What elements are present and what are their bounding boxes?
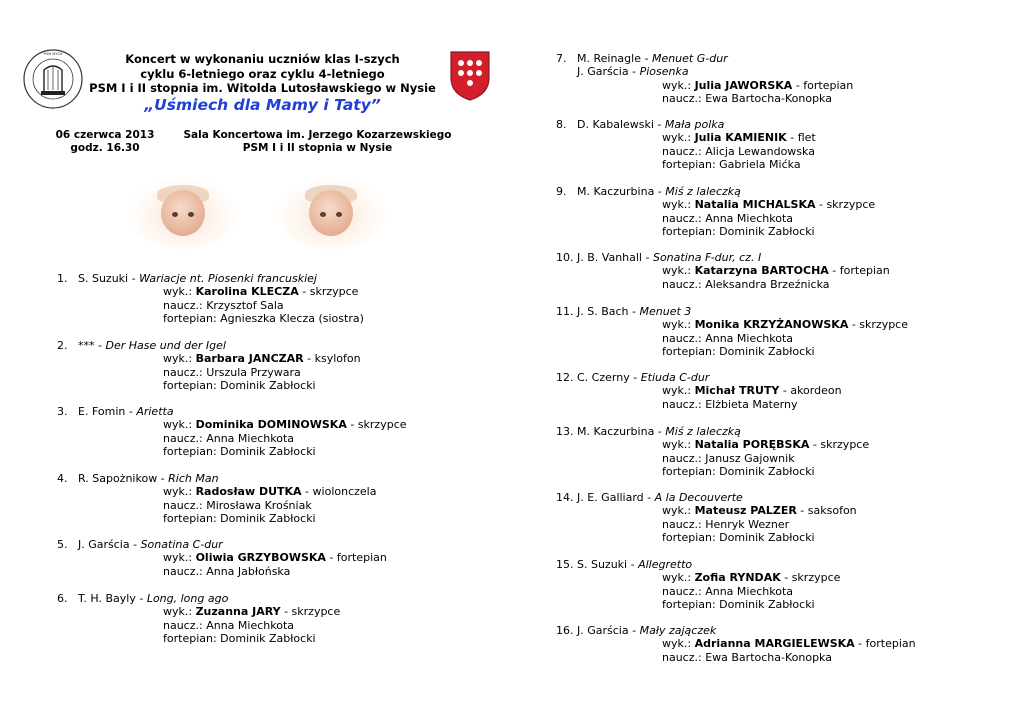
piece-title: Wariacje nt. Piosenki francuskiej [139,272,317,285]
dash: - [642,251,653,264]
event-date: 06 czerwca 2013 [55,129,155,141]
accompanist-line: fortepian: Agnieszka Klecza (siostra) [163,312,364,326]
program-item [556,118,816,172]
item-number: 16. [556,624,574,637]
dash: - [627,558,639,571]
performer-name: Natalia MICHALSKA [694,198,816,212]
composer: M. Reinagle [577,52,641,65]
teacher-line: naucz.: Anna Miechkota [163,431,295,445]
dash: - [786,131,798,145]
piece-line [57,538,387,551]
dash: - [301,485,313,499]
performer-label: wyk.: [163,551,196,565]
piece-title: Menuet 3 [639,305,692,318]
accompanist-line: fortepian: Gabriela Mićka [662,158,801,172]
piece-line-2 [556,65,853,78]
teacher-line: naucz.: Aleksandra Brzeźnicka [662,277,830,291]
composer: J. Garścia [577,65,629,79]
item-number: 6. [57,592,68,605]
performer-label: wyk.: [662,504,695,518]
piece-line [556,52,853,65]
piece-line [57,472,376,485]
performer-name: Radosław DUTKA [195,485,302,499]
item-number: 3. [57,405,68,418]
piece-title: Der Hase und der Igel [105,339,226,352]
event-venue [180,129,455,155]
header-line-3: PSM I i II stopnia im. Witolda Lutosławskiego w Nysie [89,81,436,95]
piece-title: Etiuda C-dur [640,371,710,384]
item-number: 12. [556,371,574,384]
baby-photo-left [127,177,239,249]
item-number: 8. [556,118,567,131]
instrument: skrzypce [291,605,341,619]
piece-line [556,371,842,384]
dash: - [780,571,792,585]
piece-title: Long, long ago [146,592,229,605]
performer-name: Karolina KLECZA [195,285,299,299]
performer-name: Michał TRUTY [694,384,780,398]
accompanist-line: fortepian: Dominik Zabłocki [662,465,815,479]
composer: J. Garścia [78,538,130,551]
instrument: skrzypce [791,571,841,585]
instrument: skrzypce [309,285,359,299]
piece-title: Arietta [136,405,174,418]
composer: J. Garścia [577,624,629,637]
piece-line [57,592,340,605]
teacher-line: naucz.: Anna Jabłońska [163,564,291,578]
composer: R. Sapożnikow [78,472,158,485]
teacher-line: naucz.: Anna Miechkota [163,618,295,632]
dash: - [654,185,666,198]
performer-label: wyk.: [662,78,695,92]
instrument: wiolonczela [312,485,377,499]
program-item [556,491,857,545]
piece-line [556,491,857,504]
piece-line [556,185,875,198]
piece-title: Miś z laleczką [665,425,741,438]
performer-line [556,438,869,451]
dash: - [94,339,106,352]
composer: *** [78,339,95,352]
item-number: 7. [556,52,567,65]
composer: S. Suzuki [78,272,129,285]
performer-label: wyk.: [163,285,196,299]
instrument: flet [797,131,816,145]
performer-label: wyk.: [662,637,695,651]
piece-line [556,558,840,571]
school-logo [22,48,84,110]
instrument: fortepian [865,637,916,651]
piece-line [556,624,916,637]
piece-line [57,272,364,285]
performer-label: wyk.: [662,198,695,212]
teacher-line: naucz.: Anna Miechkota [662,211,794,225]
performer-line [556,198,875,211]
piece-title: Sonatina F-dur, cz. I [652,251,762,264]
performer-line [57,551,387,564]
program-item [556,425,869,479]
performer-name: Natalia PORĘBSKA [694,438,810,452]
performer-name: Dominika DOMINOWSKA [195,418,347,432]
piece-line [57,339,361,352]
item-number: 13. [556,425,574,438]
piece-title: Mały zajączek [639,624,717,637]
performer-name: Katarzyna BARTOCHA [694,264,829,278]
concert-title: „Uśmiech dla Mamy i Taty” [144,96,381,114]
accompanist-line: fortepian: Dominik Zabłocki [662,225,815,239]
performer-name: Julia JAWORSKA [694,78,793,92]
performer-name: Zuzanna JARY [195,605,281,619]
piece-title: Piosenka [639,65,689,79]
nysa-crest [449,50,491,102]
dash: - [628,305,640,318]
dash: - [628,624,640,637]
instrument: skrzypce [820,438,870,452]
program-item [556,624,916,664]
accompanist-line: fortepian: Dominik Zabłocki [662,345,815,359]
performer-label: wyk.: [662,438,695,452]
event-time: godz. 16.30 [70,142,140,154]
program-item [57,405,407,459]
program-item [556,371,842,411]
dash: - [654,425,666,438]
teacher-line: naucz.: Henryk Wezner [662,517,790,531]
instrument: fortepian [336,551,387,565]
performer-label: wyk.: [662,318,695,332]
instrument: akordeon [790,384,842,398]
dash: - [779,384,791,398]
dash: - [643,491,655,504]
piece-title: Sonatina C-dur [140,538,223,551]
item-number: 14. [556,491,574,504]
performer-line [57,352,361,365]
teacher-line: naucz.: Anna Miechkota [662,331,794,345]
composer: S. Suzuki [577,558,628,571]
teacher-line: naucz.: Ewa Bartocha-Konopka [662,92,832,106]
dash: - [303,352,315,366]
program-item [556,52,853,106]
concert-header [80,52,445,96]
performer-line [556,384,842,397]
composer: J. B. Vanhall [577,251,642,264]
dash: - [809,438,821,452]
item-number: 11. [556,305,574,318]
instrument: ksylofon [314,352,361,366]
composer: J. S. Bach [577,305,629,318]
program-item [556,251,890,291]
dash: - [157,472,169,485]
performer-line [57,605,340,618]
performer-line [57,285,364,298]
dash: - [129,538,141,551]
dash: - [629,371,641,384]
piece-line [556,118,816,131]
performer-label: wyk.: [163,352,196,366]
baby-photo-right [275,177,387,249]
piece-title: Mała polka [664,118,725,131]
performer-label: wyk.: [662,384,695,398]
performer-line [57,485,376,498]
piece-line [57,405,407,418]
instrument: fortepian [803,78,854,92]
performer-name: Barbara JANCZAR [195,352,304,366]
piece-title: Allegretto [638,558,693,571]
dash: - [298,285,310,299]
instrument: fortepian [839,264,890,278]
dash: - [640,52,652,65]
item-number: 1. [57,272,68,285]
dash: - [125,405,137,418]
piece-line [556,305,908,318]
dash: - [828,264,840,278]
accompanist-line: fortepian: Dominik Zabłocki [662,531,815,545]
performer-label: wyk.: [163,605,196,619]
header-line-2: cyklu 6-letniego oraz cyklu 4-letniego [140,66,385,81]
program-item [57,472,376,526]
accompanist-line: fortepian: Dominik Zabłocki [163,379,316,393]
piece-title: A la Decouverte [654,491,743,504]
performer-name: Oliwia GRZYBOWSKA [195,551,326,565]
performer-name: Adrianna MARGIELEWSKA [694,637,855,651]
performer-line [556,504,857,517]
teacher-line: naucz.: Anna Miechkota [662,584,794,598]
performer-line [556,79,853,92]
program-item [57,272,364,326]
teacher-line: naucz.: Ewa Bartocha-Konopka [662,650,832,664]
item-number: 15. [556,558,574,571]
performer-label: wyk.: [662,571,695,585]
item-number: 4. [57,472,68,485]
composer: J. E. Galliard [577,491,644,504]
program-item [556,305,908,359]
piece-line [556,251,890,264]
venue-line-2: PSM I i II stopnia w Nysie [242,142,393,154]
composer: E. Fomin [78,405,126,418]
header-line-1: Koncert w wykonaniu uczniów klas I-szych [125,52,400,66]
performer-name: Julia KAMIENIK [694,131,787,145]
item-number: 10. [556,251,574,264]
svg-text:·PSM·NYSA·: ·PSM·NYSA· [42,52,64,56]
performer-label: wyk.: [163,418,196,432]
dash: - [653,118,665,131]
piece-title: Rich Man [168,472,219,485]
performer-line [556,264,890,277]
performer-label: wyk.: [662,131,695,145]
program-item [556,558,840,612]
dash: - [792,78,804,92]
dash: - [815,198,827,212]
dash: - [346,418,358,432]
dash: - [796,504,808,518]
composer: M. Kaczurbina [577,185,655,198]
instrument: skrzypce [859,318,909,332]
teacher-line: naucz.: Krzysztof Sala [163,298,284,312]
composer: T. H. Bayly [78,592,136,605]
accompanist-line: fortepian: Dominik Zabłocki [163,632,316,646]
teacher-line: naucz.: Mirosława Krośniak [163,498,312,512]
composer: D. Kabalewski [577,118,654,131]
dash: - [325,551,337,565]
venue-line-1: Sala Koncertowa im. Jerzego Kozarzewskiego [183,129,452,141]
teacher-line: naucz.: Urszula Przywara [163,365,301,379]
piece-title: Menuet G-dur [651,52,728,65]
performer-label: wyk.: [163,485,196,499]
item-number: 5. [57,538,68,551]
event-date-time [55,129,155,155]
item-number: 2. [57,339,68,352]
performer-line [556,571,840,584]
program-item [57,592,340,646]
instrument: skrzypce [357,418,407,432]
piece-title: Miś z laleczką [665,185,741,198]
teacher-line: naucz.: Elżbieta Materny [662,397,798,411]
performer-line [556,318,908,331]
performer-name: Zofia RYNDAK [694,571,781,585]
teacher-line: naucz.: Janusz Gajownik [662,451,795,465]
performer-line [556,637,916,650]
dash: - [628,65,640,79]
performer-name: Mateusz PALZER [694,504,797,518]
dash: - [128,272,140,285]
performer-line [57,418,407,431]
accompanist-line: fortepian: Dominik Zabłocki [662,598,815,612]
performer-line [556,131,816,144]
instrument: saksofon [807,504,857,518]
program-item [556,185,875,239]
dash: - [280,605,292,619]
performer-label: wyk.: [662,264,695,278]
accompanist-line: fortepian: Dominik Zabłocki [163,445,316,459]
performer-name: Monika KRZYŻANOWSKA [694,318,849,332]
item-number: 9. [556,185,567,198]
composer: M. Kaczurbina [577,425,655,438]
program-item [57,538,387,578]
dash: - [854,637,866,651]
accompanist-line: fortepian: Dominik Zabłocki [163,512,316,526]
dash: - [848,318,860,332]
composer: C. Czerny [577,371,630,384]
instrument: skrzypce [826,198,876,212]
piece-line [556,425,869,438]
teacher-line: naucz.: Alicja Lewandowska [662,144,815,158]
dash: - [135,592,147,605]
program-item [57,339,361,393]
